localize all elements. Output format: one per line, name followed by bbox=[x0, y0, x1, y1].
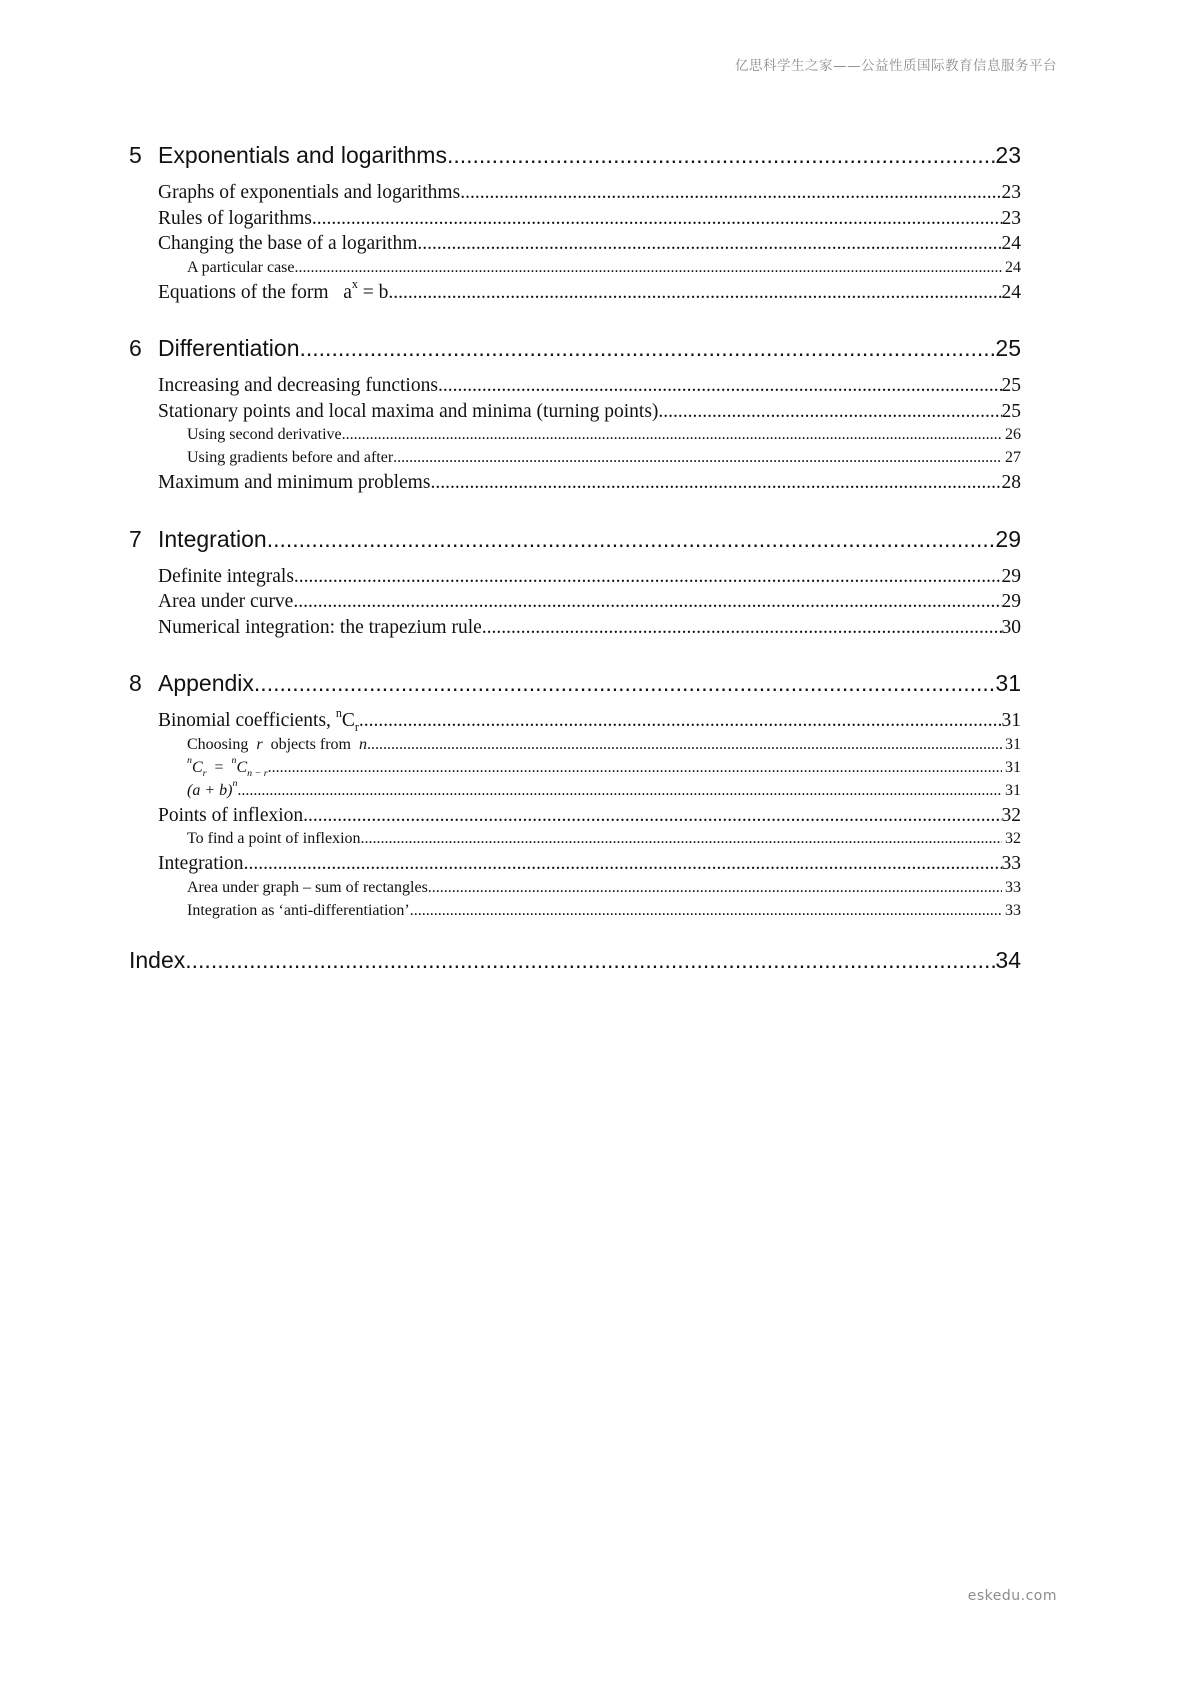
entry-label: Maximum and minimum problems bbox=[158, 472, 431, 493]
page-number: 31 bbox=[1005, 758, 1021, 776]
dot-leader bbox=[430, 472, 1001, 494]
dot-leader bbox=[663, 401, 1001, 423]
page-number: 23 bbox=[995, 142, 1021, 168]
entry-label: Points of inflexion bbox=[158, 804, 304, 826]
math-superscript: n bbox=[232, 778, 238, 790]
toc-chapter-8[interactable] bbox=[129, 670, 1021, 700]
math-base: a bbox=[343, 281, 352, 303]
toc-entry[interactable] bbox=[129, 591, 1021, 617]
dot-leader bbox=[185, 947, 995, 974]
page-number: 31 bbox=[995, 670, 1021, 696]
toc-subentry[interactable] bbox=[129, 755, 1021, 782]
toc-entry[interactable] bbox=[129, 208, 1021, 234]
subentry-label: Using gradients before and after bbox=[187, 449, 394, 466]
entry-label bbox=[158, 277, 389, 304]
table-of-contents bbox=[129, 142, 1021, 987]
page-number: 26 bbox=[1005, 426, 1021, 443]
dot-leader bbox=[267, 526, 996, 553]
math-exponent: x bbox=[351, 277, 358, 291]
math-superscript: n bbox=[335, 705, 342, 720]
math-superscript: n bbox=[187, 755, 192, 767]
toc-entry[interactable] bbox=[129, 472, 1021, 498]
toc-subentry[interactable] bbox=[129, 879, 1021, 902]
dot-leader bbox=[428, 879, 1002, 897]
dot-leader bbox=[237, 782, 1002, 800]
dot-leader bbox=[438, 375, 1002, 397]
page-number: 33 bbox=[1001, 853, 1021, 874]
dot-leader bbox=[268, 759, 1002, 777]
page-number: 33 bbox=[1005, 901, 1021, 919]
subentry-label: Integration as ‘anti-differentiation’ bbox=[187, 901, 410, 919]
entry-label: Rules of logarithms bbox=[158, 207, 312, 229]
page-number: 24 bbox=[1001, 281, 1021, 303]
subentry-label: To find a point of inflexion bbox=[187, 830, 361, 847]
entry-label-text: = b bbox=[362, 281, 389, 303]
entry-label: Graphs of exponentials and logarithms bbox=[158, 182, 461, 203]
toc-entry[interactable] bbox=[129, 566, 1021, 592]
subentry-label-text: Choosing bbox=[187, 735, 249, 753]
page-number: 30 bbox=[1001, 616, 1021, 638]
chapter-title: Index bbox=[129, 946, 186, 973]
toc-entry[interactable] bbox=[129, 375, 1021, 401]
entry-label: Changing the base of a logarithm bbox=[158, 233, 418, 254]
entry-label: Integration bbox=[158, 853, 244, 874]
toc-subentry[interactable] bbox=[129, 449, 1021, 472]
page-number: 31 bbox=[1005, 781, 1021, 799]
header-watermark: 亿思科学生之家——公益性质国际教育信息服务平台 bbox=[735, 58, 1057, 74]
dot-leader bbox=[447, 142, 995, 169]
chapter-number: 8 bbox=[129, 670, 142, 696]
math-expression: (a + b) bbox=[187, 781, 233, 799]
page-number: 23 bbox=[1001, 182, 1021, 203]
page-number: 32 bbox=[1001, 804, 1021, 826]
toc-entry[interactable] bbox=[129, 233, 1021, 259]
chapter-number: 7 bbox=[129, 525, 142, 552]
chapter-title: Integration bbox=[158, 525, 267, 552]
math-subscript: n − r bbox=[247, 767, 268, 779]
dot-leader bbox=[254, 670, 995, 697]
toc-chapter-5[interactable] bbox=[129, 142, 1021, 172]
page-number: 25 bbox=[1001, 375, 1021, 396]
dot-leader bbox=[482, 617, 1002, 639]
page-number: 24 bbox=[1001, 233, 1021, 254]
dot-leader bbox=[295, 259, 1003, 277]
page-number: 23 bbox=[1001, 207, 1021, 229]
toc-subentry[interactable] bbox=[129, 736, 1021, 759]
toc-entry[interactable] bbox=[129, 705, 1021, 736]
dot-leader bbox=[303, 805, 1001, 827]
dot-leader bbox=[361, 830, 1002, 848]
dot-leader bbox=[244, 853, 1002, 875]
dot-leader bbox=[312, 208, 1002, 230]
entry-label: Increasing and decreasing functions bbox=[158, 375, 438, 396]
toc-subentry[interactable] bbox=[129, 830, 1021, 853]
dot-leader bbox=[294, 566, 1002, 588]
page-number: 33 bbox=[1005, 878, 1021, 896]
page-number: 29 bbox=[995, 525, 1021, 552]
chapter-title: Differentiation bbox=[158, 335, 300, 361]
toc-subentry[interactable] bbox=[129, 259, 1021, 282]
math-subscript: r bbox=[354, 719, 359, 734]
subentry-label-text: objects from bbox=[270, 735, 351, 753]
toc-chapter-6[interactable] bbox=[129, 335, 1021, 365]
subentry-label bbox=[187, 778, 238, 800]
footer-watermark: eskedu.com bbox=[967, 1588, 1057, 1604]
entry-label: Stationary points and local maxima and minima (turning points). bbox=[158, 400, 664, 422]
entry-label bbox=[158, 705, 359, 734]
subentry-label bbox=[187, 755, 268, 779]
entry-label: Definite integrals bbox=[158, 565, 294, 587]
subentry-label: Area under graph – sum of rectangles bbox=[187, 878, 428, 896]
toc-entry[interactable] bbox=[129, 182, 1021, 208]
page-number: 24 bbox=[1005, 258, 1021, 276]
toc-entry[interactable] bbox=[129, 401, 1021, 427]
math-subscript: r bbox=[202, 767, 207, 779]
dot-leader bbox=[410, 902, 1002, 920]
dot-leader bbox=[460, 182, 1001, 204]
subentry-label bbox=[187, 736, 367, 754]
dot-leader bbox=[293, 591, 1001, 613]
subentry-label: Using second derivative bbox=[187, 426, 342, 443]
toc-index[interactable] bbox=[129, 947, 1021, 977]
chapter-number: 6 bbox=[129, 335, 142, 361]
math-superscript: n bbox=[231, 755, 237, 767]
page-number: 28 bbox=[1001, 472, 1021, 493]
math-base: C bbox=[341, 710, 355, 731]
math-base: C bbox=[236, 758, 248, 776]
math-variable: r bbox=[256, 735, 263, 753]
page-number: 29 bbox=[1001, 565, 1021, 587]
page-number: 31 bbox=[1005, 735, 1021, 753]
chapter-title: Appendix bbox=[158, 670, 254, 696]
entry-label-text: Binomial coefficients, bbox=[158, 710, 331, 731]
page-number: 27 bbox=[1005, 449, 1021, 466]
toc-chapter-7[interactable] bbox=[129, 526, 1021, 556]
dot-leader bbox=[417, 233, 1001, 255]
toc-entry[interactable] bbox=[129, 853, 1021, 879]
math-variable: n bbox=[359, 735, 367, 753]
toc-entry[interactable] bbox=[129, 805, 1021, 831]
page-number: 34 bbox=[995, 946, 1021, 973]
page-number: 29 bbox=[1001, 591, 1021, 612]
entry-label: Numerical integration: the trapezium rule bbox=[158, 616, 482, 638]
math-operator: = bbox=[214, 758, 224, 776]
page-number: 25 bbox=[1001, 400, 1021, 422]
dot-leader bbox=[342, 426, 1002, 444]
toc-subentry[interactable] bbox=[129, 778, 1021, 805]
chapter-number: 5 bbox=[129, 142, 142, 168]
toc-subentry[interactable] bbox=[129, 902, 1021, 925]
chapter-title: Exponentials and logarithms bbox=[158, 142, 447, 168]
entry-label: Area under curve bbox=[158, 591, 294, 612]
dot-leader bbox=[367, 736, 1002, 754]
dot-leader bbox=[359, 710, 1002, 732]
dot-leader bbox=[388, 282, 1001, 304]
toc-entry[interactable] bbox=[129, 277, 1021, 308]
entry-label-text: Equations of the form bbox=[158, 281, 329, 303]
page-number: 31 bbox=[1001, 710, 1021, 731]
page-number: 32 bbox=[1005, 830, 1021, 847]
math-base: C bbox=[191, 758, 203, 776]
toc-subentry[interactable] bbox=[129, 426, 1021, 449]
page-number: 25 bbox=[995, 335, 1021, 361]
subentry-label: A particular case bbox=[187, 258, 295, 276]
dot-leader bbox=[300, 335, 996, 362]
toc-entry[interactable] bbox=[129, 617, 1021, 643]
dot-leader bbox=[393, 449, 1002, 467]
